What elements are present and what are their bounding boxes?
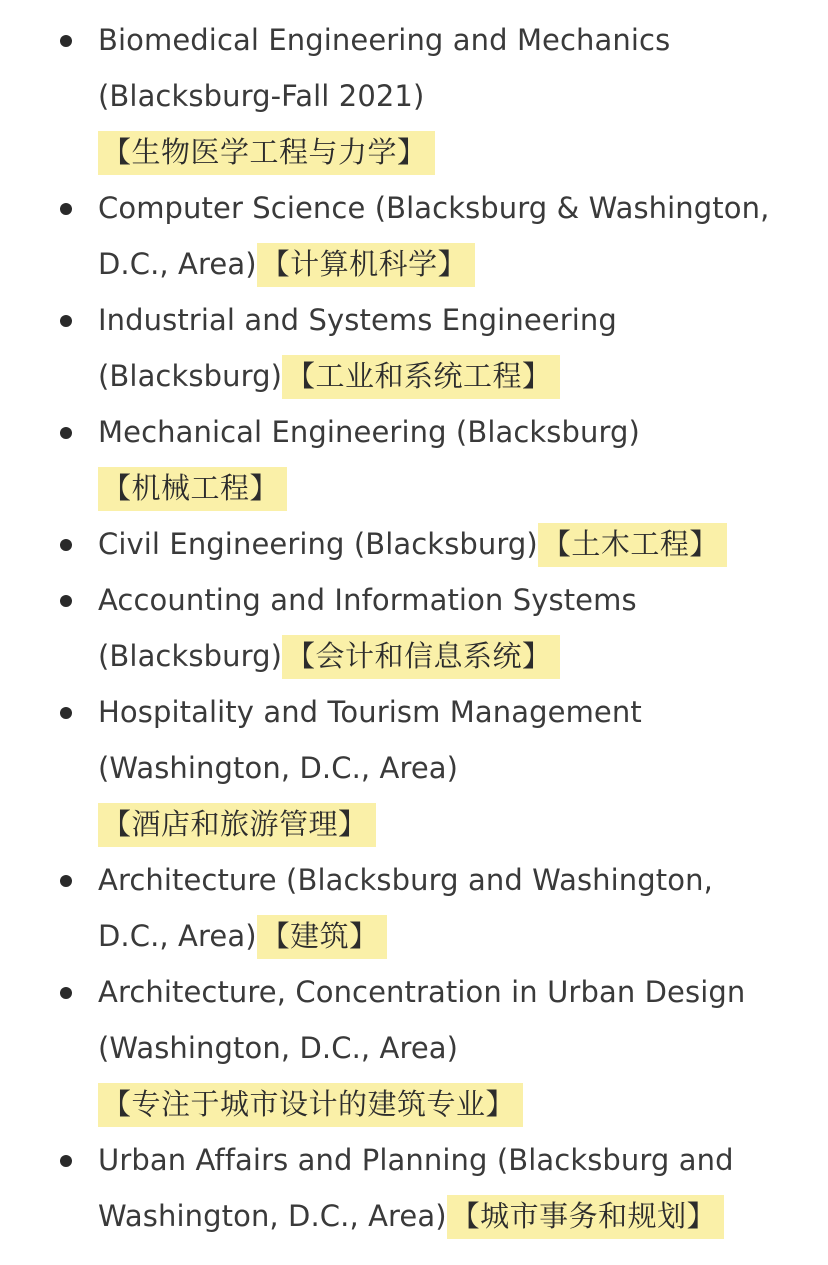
program-name-chinese: 【酒店和旅游管理】: [98, 803, 376, 847]
bullet-icon: [60, 203, 72, 215]
bullet-icon: [60, 875, 72, 887]
program-item-architecture: [0, 852, 828, 964]
bullet-icon: [60, 707, 72, 719]
program-name: Civil Engineering (Blacksburg): [98, 527, 538, 561]
program-name-chinese: 【计算机科学】: [257, 243, 476, 287]
program-name-chinese: 【建筑】: [257, 915, 387, 959]
program-item-architecture-urban-design: [0, 964, 828, 1132]
program-name-chinese: 【机械工程】: [98, 467, 287, 511]
program-item-urban-affairs-planning: [0, 1132, 828, 1244]
program-item-biomedical-engineering: [0, 12, 828, 180]
program-name: Computer Science (Blacksburg & Washington, D.C., Area): [98, 191, 770, 281]
program-name-chinese: 【土木工程】: [538, 523, 727, 567]
program-item-mechanical-engineering: [0, 404, 828, 516]
program-item-accounting-information-systems: [0, 572, 828, 684]
program-name: Accounting and Information Systems (Blacksburg): [98, 583, 637, 673]
program-name-chinese: 【专注于城市设计的建筑专业】: [98, 1083, 523, 1127]
bullet-icon: [60, 987, 72, 999]
bullet-icon: [60, 315, 72, 327]
program-name-chinese: 【会计和信息系统】: [282, 635, 560, 679]
bullet-icon: [60, 427, 72, 439]
program-item-industrial-systems-engineering: [0, 292, 828, 404]
program-name: Architecture, Concentration in Urban Design (Washington, D.C., Area): [98, 975, 746, 1065]
program-name: Architecture (Blacksburg and Washington, D.C., Area): [98, 863, 713, 953]
program-item-hospitality-tourism: [0, 684, 828, 852]
program-name-chinese: 【生物医学工程与力学】: [98, 131, 435, 175]
program-name: Biomedical Engineering and Mechanics (Blacksburg-Fall 2021): [98, 23, 671, 113]
program-name: Urban Affairs and Planning (Blacksburg and Washington, D.C., Area): [98, 1143, 734, 1233]
program-item-civil-engineering: [0, 516, 828, 572]
program-name: Mechanical Engineering (Blacksburg): [98, 415, 640, 449]
bullet-icon: [60, 35, 72, 47]
program-item-computer-science: [0, 180, 828, 292]
bullet-icon: [60, 539, 72, 551]
program-name-chinese: 【城市事务和规划】: [447, 1195, 725, 1239]
bullet-icon: [60, 595, 72, 607]
bullet-icon: [60, 1155, 72, 1167]
program-name: Industrial and Systems Engineering (Blacksburg): [98, 303, 617, 393]
program-name-chinese: 【工业和系统工程】: [282, 355, 560, 399]
program-name: Hospitality and Tourism Management (Washington, D.C., Area): [98, 695, 642, 785]
